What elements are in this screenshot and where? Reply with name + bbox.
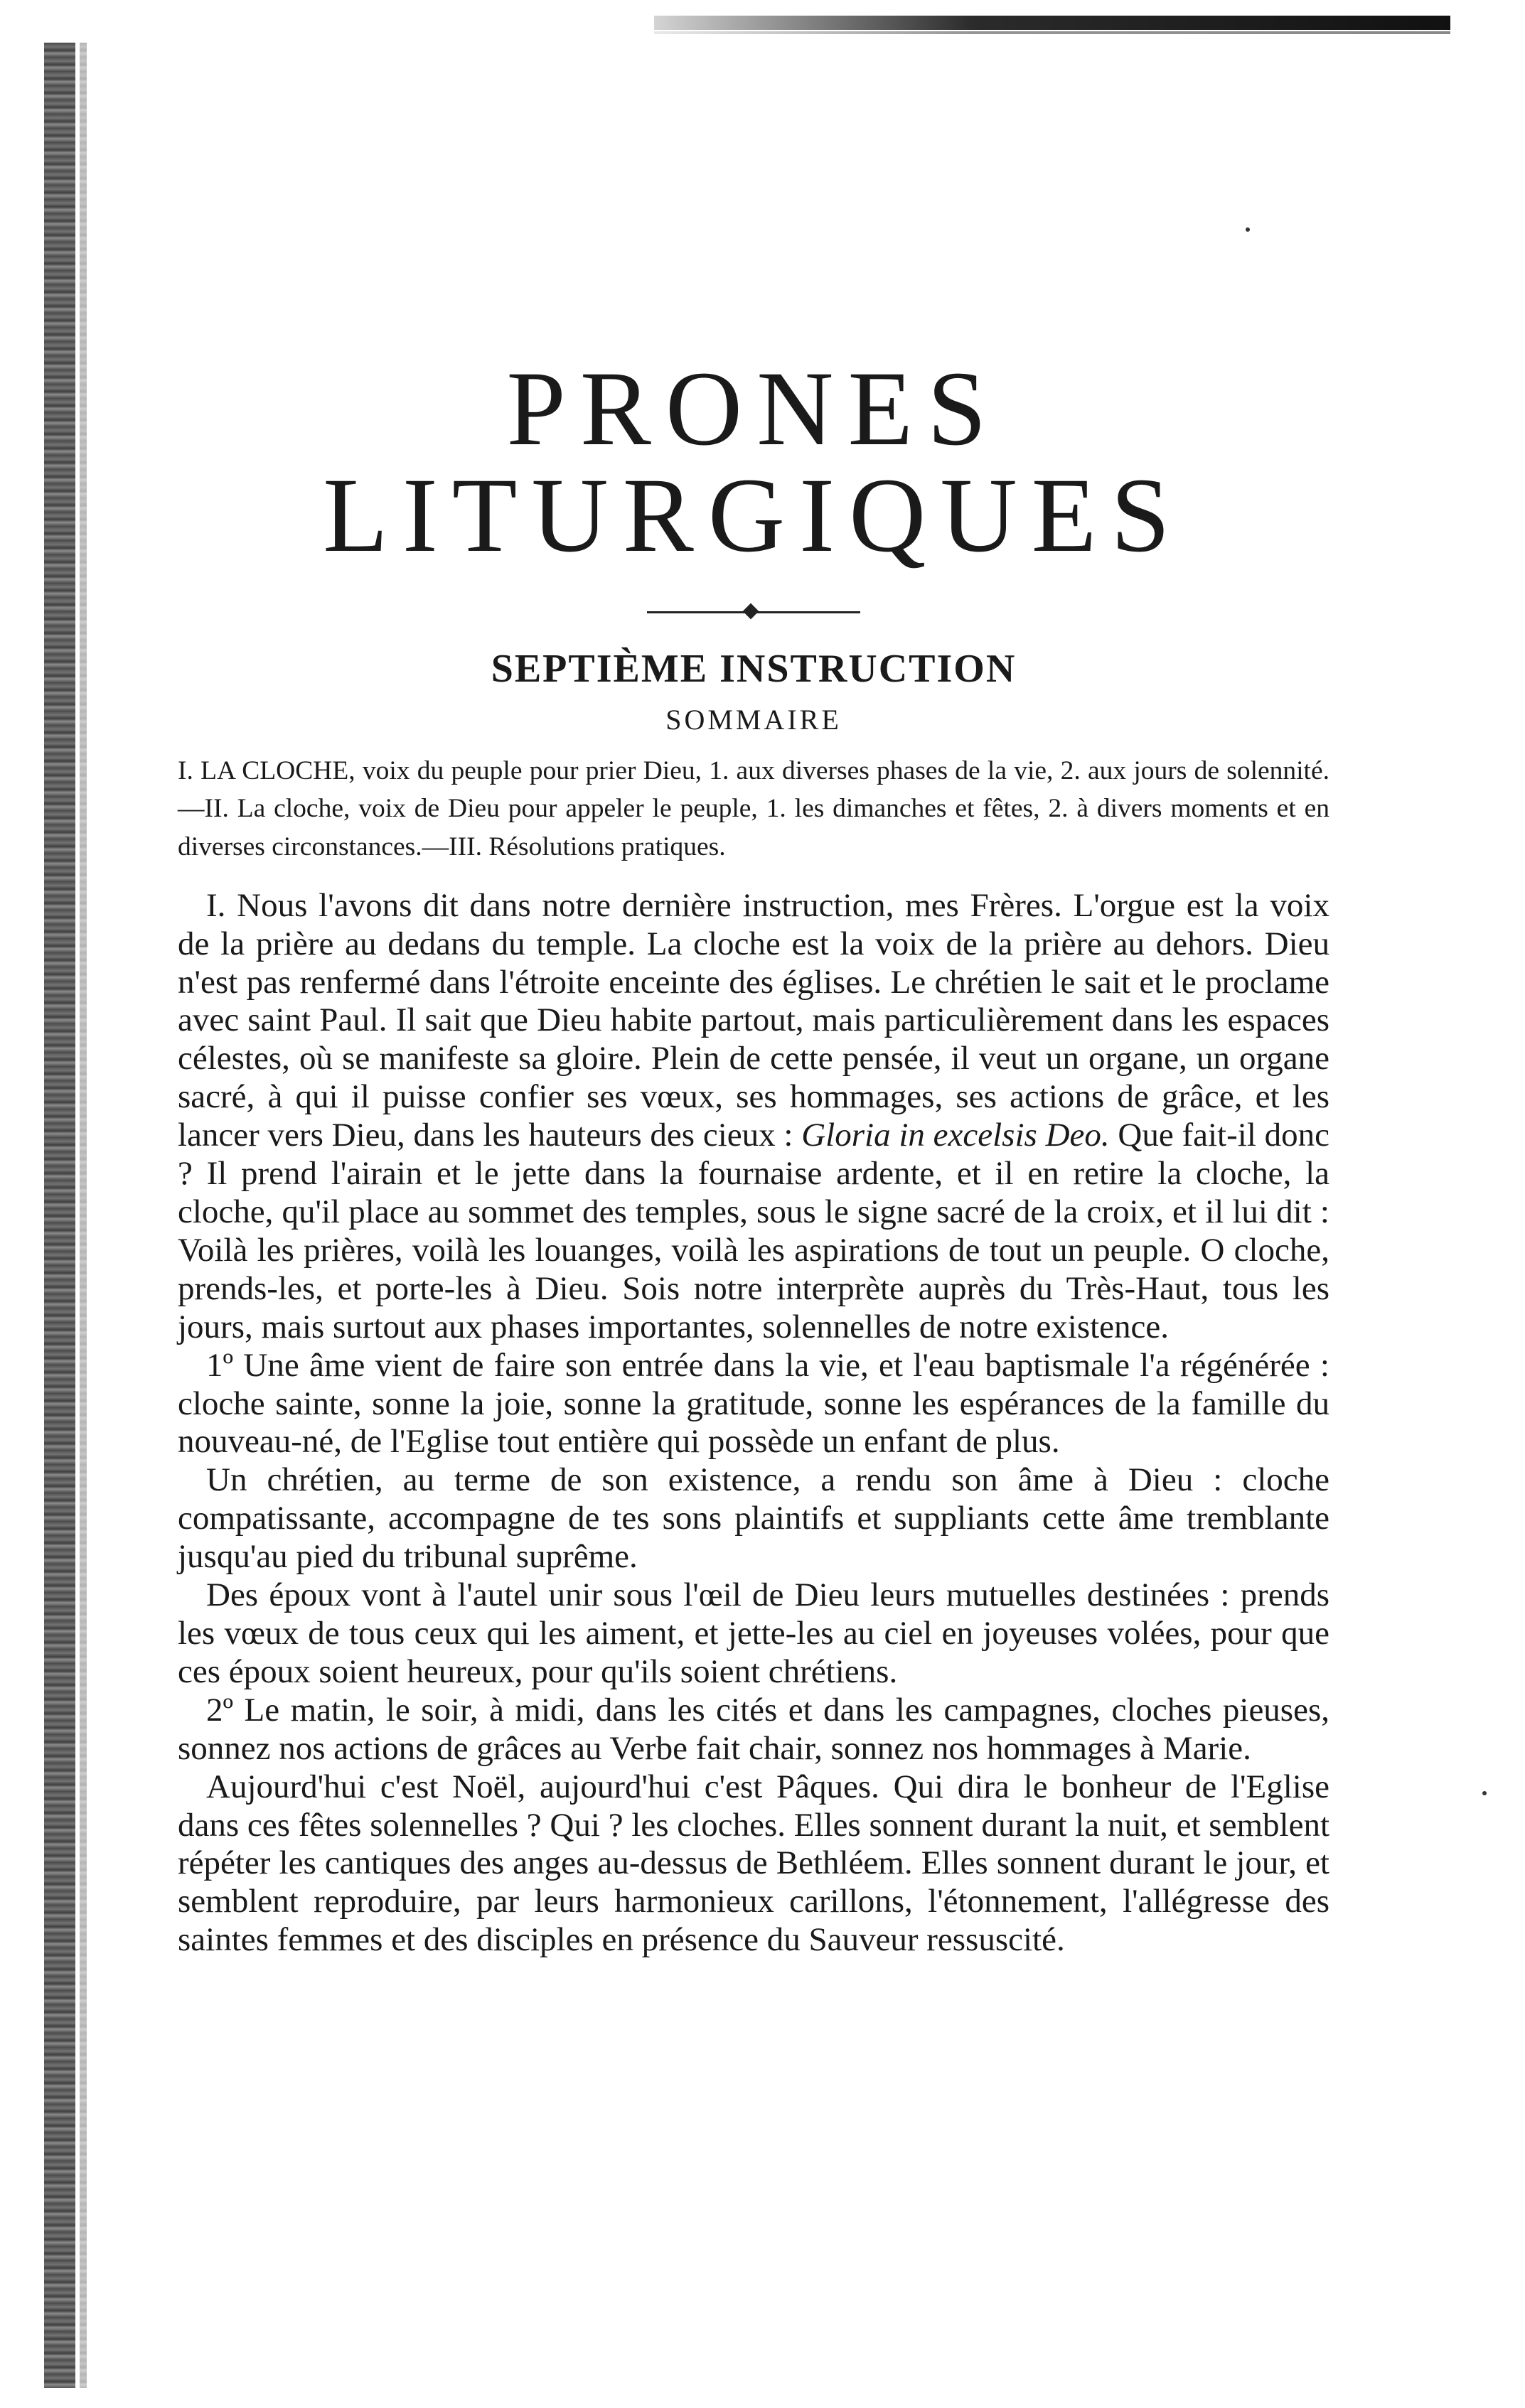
summary-text: I. LA CLOCHE, voix du peuple pour prier Dieu, 1. aux diverses phases de la vie, 2. aux jours de solennité.—II. La cloche, voix de Dieu pour appeler le peuple, 1. les dimanches et fêtes, 2. à divers moments et en diverses circonstances.—III. Résolutions pratiques. [178,756,1329,861]
scan-shadow-left [44,43,75,2388]
scan-shadow-left-light [80,43,87,2388]
scan-speck [1482,1791,1487,1795]
paragraph [178,887,1329,1347]
scan-shadow-top [654,16,1450,30]
paragraph: 1º Une âme vient de faire son entrée dans la vie, et l'eau baptismale l'a régénérée : cloche sainte, sonne la joie, sonne la gratitude, sonne les espérances de la famille du nouveau-né, de l'Eglise tout entière qui possède un enfant de plus. [178,1346,1329,1461]
summary-heading: SOMMAIRE [665,704,842,736]
paragraph: Un chrétien, au terme de son existence, a rendu son âme à Dieu : cloche compatissante, accompagne de tes sons plaintifs et suppliants cette âme tremblante jusqu'au pied du tribunal suprême. [178,1461,1329,1576]
section-title: SEPTIÈME INSTRUCTION [491,647,1017,691]
paragraph: 2º Le matin, le soir, à midi, dans les cités et dans les campagnes, cloches pieuses, sonnez nos actions de grâces au Verbe fait chair, sonnez nos hommages à Marie. [178,1691,1329,1767]
paragraph-text: Que fait-il donc ? Il prend l'airain et le jette dans la fournaise ardente, et il en retire la cloche, la cloche, qu'il place au sommet des temples, sous le signe sacré de la croix, et il lui dit : Voilà les prières, voilà les louanges, voilà les aspirations de tout un peuple. O cloche, prends-les, et porte-les à Dieu. Sois notre interprète auprès du Très-Haut, tous les jours, mais surtout aux phases importantes, solennelles de notre existence. [178,1117,1330,1345]
scan-speck [1246,227,1250,232]
ornamental-rule [647,611,860,613]
paragraph-text: I. Nous l'avons dit dans notre dernière instruction, mes Frères. L'orgue est la voix de la prière au dedans du temple. La cloche est la voix de la prière au dehors. Dieu n'est pas renfermé dans l'étroite enceinte des églises. Le chrétien le sait et le proclame avec saint Paul. Il sait que Dieu habite partout, mais particulièrement dans les espaces célestes, où se manifeste sa gloire. Plein de cette pensée, il veut un organe, un organe sacré, à qui il puisse confier ses vœux, ses hommages, ses actions de grâce, et les lancer vers Dieu, dans les hauteurs des cieux : [178,886,1329,1154]
latin-quote: Gloria in excelsis Deo. [801,1117,1110,1154]
page-title: PRONES LITURGIQUES [323,350,1184,574]
rule-diamond-ornament [743,603,759,620]
page-content [178,350,1330,1960]
paragraph: Aujourd'hui c'est Noël, aujourd'hui c'est Pâques. Qui dira le bonheur de l'Eglise dans ces fêtes solennelles ? Qui ? les cloches. Elles sonnent durant la nuit, et semblent répéter les cantiques des anges au-dessus de Bethléem. Elles sonnent durant le jour, et semblent reproduire, par leurs harmonieux carillons, l'étonnement, l'allégresse des saintes femmes et des disciples en présence du Sauveur ressuscité. [178,1768,1329,1959]
scan-shadow-top-thin [654,31,1450,34]
paragraph: Des époux vont à l'autel unir sous l'œil de Dieu leurs mutuelles destinées : prends les vœux de tous ceux qui les aiment, et jette-les au ciel en joyeuses volées, pour que ces époux soient heureux, pour qu'ils soient chrétiens. [178,1576,1329,1690]
body-text [178,887,1329,1960]
